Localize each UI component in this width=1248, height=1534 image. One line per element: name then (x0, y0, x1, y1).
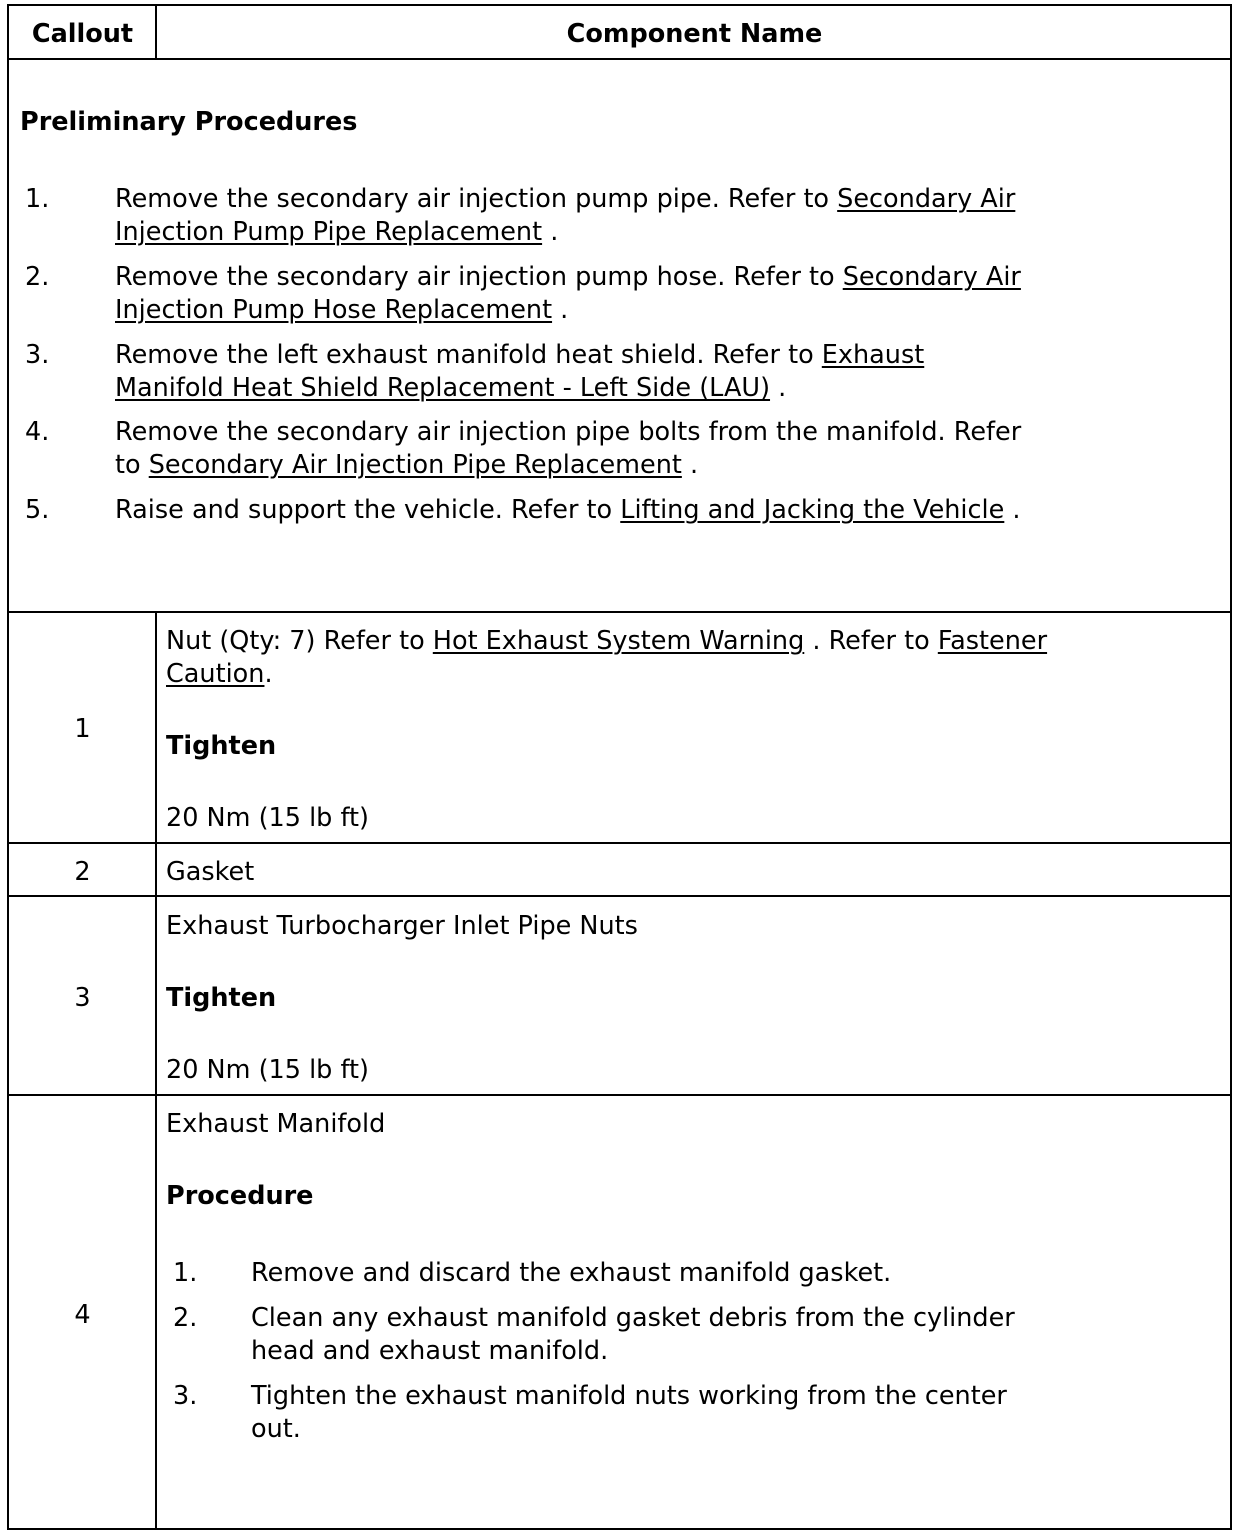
row-divider (9, 611, 1230, 613)
step-text: . (770, 373, 787, 403)
torque-spec: 20 Nm (15 lb ft) (166, 803, 369, 833)
step-text: Remove the secondary air injection pipe bolts from the manifold. Refer (115, 417, 1022, 447)
row-divider (9, 842, 1230, 844)
step-number: 3. (173, 1381, 198, 1411)
component-text: . (264, 659, 273, 689)
exhaust-manifold-heat-shield-link[interactable]: Manifold Heat Shield Replacement - Left Side (LAU) (115, 373, 771, 403)
row-divider (9, 1094, 1230, 1096)
hot-exhaust-warning-link[interactable]: Hot Exhaust System Warning (432, 626, 805, 656)
fastener-caution-link[interactable]: Fastener (937, 626, 1048, 656)
step-text: . (681, 450, 699, 480)
component-text: Nut (Qty: 7) Refer to (166, 626, 433, 656)
tighten-heading: Tighten (166, 983, 277, 1013)
component-name: Exhaust Manifold (166, 1109, 386, 1139)
step-text: out. (251, 1414, 301, 1444)
step-number: 2. (25, 262, 50, 292)
secondary-air-injection-pump-pipe-link[interactable]: Injection Pump Pipe Replacement (115, 217, 543, 247)
step-text: Remove the left exhaust manifold heat shield. Refer to (115, 340, 822, 370)
step-number: 1. (173, 1258, 198, 1288)
header-divider (9, 58, 1230, 60)
step-number: 1. (25, 184, 50, 214)
callout-number: 1 (74, 714, 91, 744)
torque-spec: 20 Nm (15 lb ft) (166, 1055, 369, 1085)
step-text: Remove the secondary air injection pump hose. Refer to (115, 262, 843, 292)
callout-number: 4 (74, 1300, 91, 1330)
exhaust-manifold-heat-shield-link[interactable]: Exhaust (821, 340, 925, 370)
secondary-air-injection-pipe-link[interactable]: Secondary Air Injection Pipe Replacement (148, 450, 682, 480)
column-divider (155, 611, 157, 1528)
header-callout: Callout (31, 19, 134, 49)
step-text: . (552, 295, 569, 325)
step-text: . (542, 217, 559, 247)
preliminary-title: Preliminary Procedures (20, 107, 358, 137)
step-text: to (115, 450, 149, 480)
step-number: 2. (173, 1303, 198, 1333)
component-text: . Refer to (804, 626, 938, 656)
step-text: Tighten the exhaust manifold nuts working from the center (251, 1381, 1007, 1411)
fastener-caution-link[interactable]: Caution (166, 659, 265, 689)
secondary-air-injection-pump-hose-link[interactable]: Injection Pump Hose Replacement (115, 295, 553, 325)
step-text: Raise and support the vehicle. Refer to (115, 495, 621, 525)
secondary-air-injection-pump-pipe-link[interactable]: Secondary Air (837, 184, 1016, 214)
component-table (7, 4, 1232, 1530)
secondary-air-injection-pump-hose-link[interactable]: Secondary Air (842, 262, 1021, 292)
component-name: Exhaust Turbocharger Inlet Pipe Nuts (166, 911, 638, 941)
step-number: 4. (25, 417, 50, 447)
tighten-heading: Tighten (166, 731, 277, 761)
callout-number: 2 (74, 857, 91, 887)
procedure-heading: Procedure (166, 1181, 314, 1211)
header-component-name: Component Name (566, 19, 823, 49)
row-divider (9, 895, 1230, 897)
callout-number: 3 (74, 983, 91, 1013)
step-text: Clean any exhaust manifold gasket debris from the cylinder (251, 1303, 1015, 1333)
step-text: Remove and discard the exhaust manifold gasket. (251, 1258, 892, 1288)
step-text: head and exhaust manifold. (251, 1336, 609, 1366)
step-number: 5. (25, 495, 50, 525)
lifting-and-jacking-link[interactable]: Lifting and Jacking the Vehicle (620, 495, 1005, 525)
step-text: Remove the secondary air injection pump pipe. Refer to (115, 184, 838, 214)
step-number: 3. (25, 340, 50, 370)
component-name: Gasket (166, 857, 255, 887)
step-text: . (1004, 495, 1021, 525)
